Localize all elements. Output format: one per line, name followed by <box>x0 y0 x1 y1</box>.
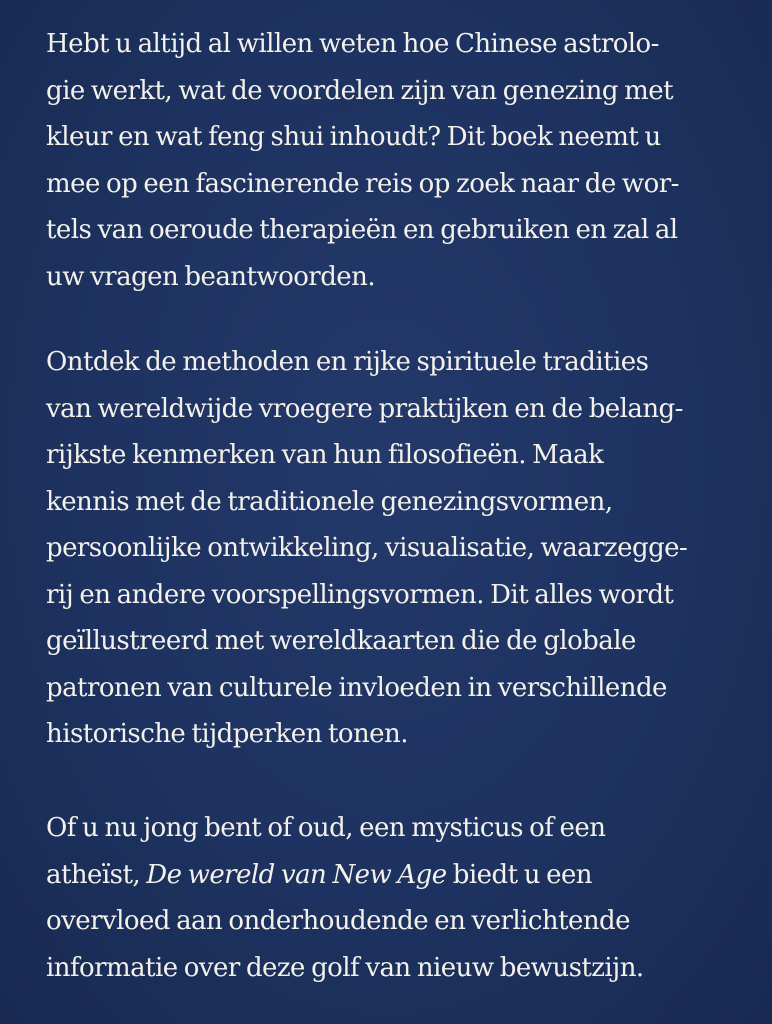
paragraph-discover <box>46 339 687 758</box>
text-line: overvloed aan onderhoudende en verlichtende <box>46 906 630 936</box>
text-line: geïllustreerd met wereldkaarten die de globale <box>46 626 636 656</box>
text-line: Hebt u altijd al willen weten hoe Chinese astrolo- <box>46 29 659 59</box>
text-line: rij en andere voorspellingsvormen. Dit alles wordt <box>46 579 674 610</box>
text-line: kennis met de traditionele genezingsvormen, <box>46 486 613 517</box>
text-line: patronen van culturele invloeden in verschillende <box>46 672 667 703</box>
text-line: gie werkt, wat de voordelen zijn van genezing met <box>46 75 673 106</box>
text-line: informatie over deze golf van nieuw bewustzijn. <box>46 952 644 983</box>
text-line: historische tijdperken tonen. <box>46 719 408 749</box>
book-title: De wereld van New Age <box>146 859 447 890</box>
text-line: Of u nu jong bent of oud, een mysticus of een <box>46 813 606 843</box>
text-line: rijkste kenmerken van hun filosofieën. Maak <box>46 440 604 470</box>
paragraph-closing <box>46 805 644 991</box>
text-line: uw vragen beantwoorden. <box>46 261 376 292</box>
text-line: tels van oeroude therapieën en gebruiken en zal al <box>46 215 678 245</box>
text-line: van wereldwijde vroegere praktijken en de belang- <box>46 393 683 424</box>
text-line: persoonlijke ontwikkeling, visualisatie, waarzegge- <box>46 533 688 563</box>
text-line <box>46 852 644 899</box>
paragraph-intro <box>46 21 679 300</box>
text-line: Ontdek de methoden en rijke spirituele tradities <box>46 347 649 377</box>
text-segment: biedt u een <box>446 859 592 890</box>
text-segment: atheïst, <box>46 859 147 890</box>
text-line: mee op een fascinerende reis op zoek naar de wor- <box>46 168 679 199</box>
text-line: kleur en wat feng shui inhoudt? Dit boek neemt u <box>46 122 661 152</box>
